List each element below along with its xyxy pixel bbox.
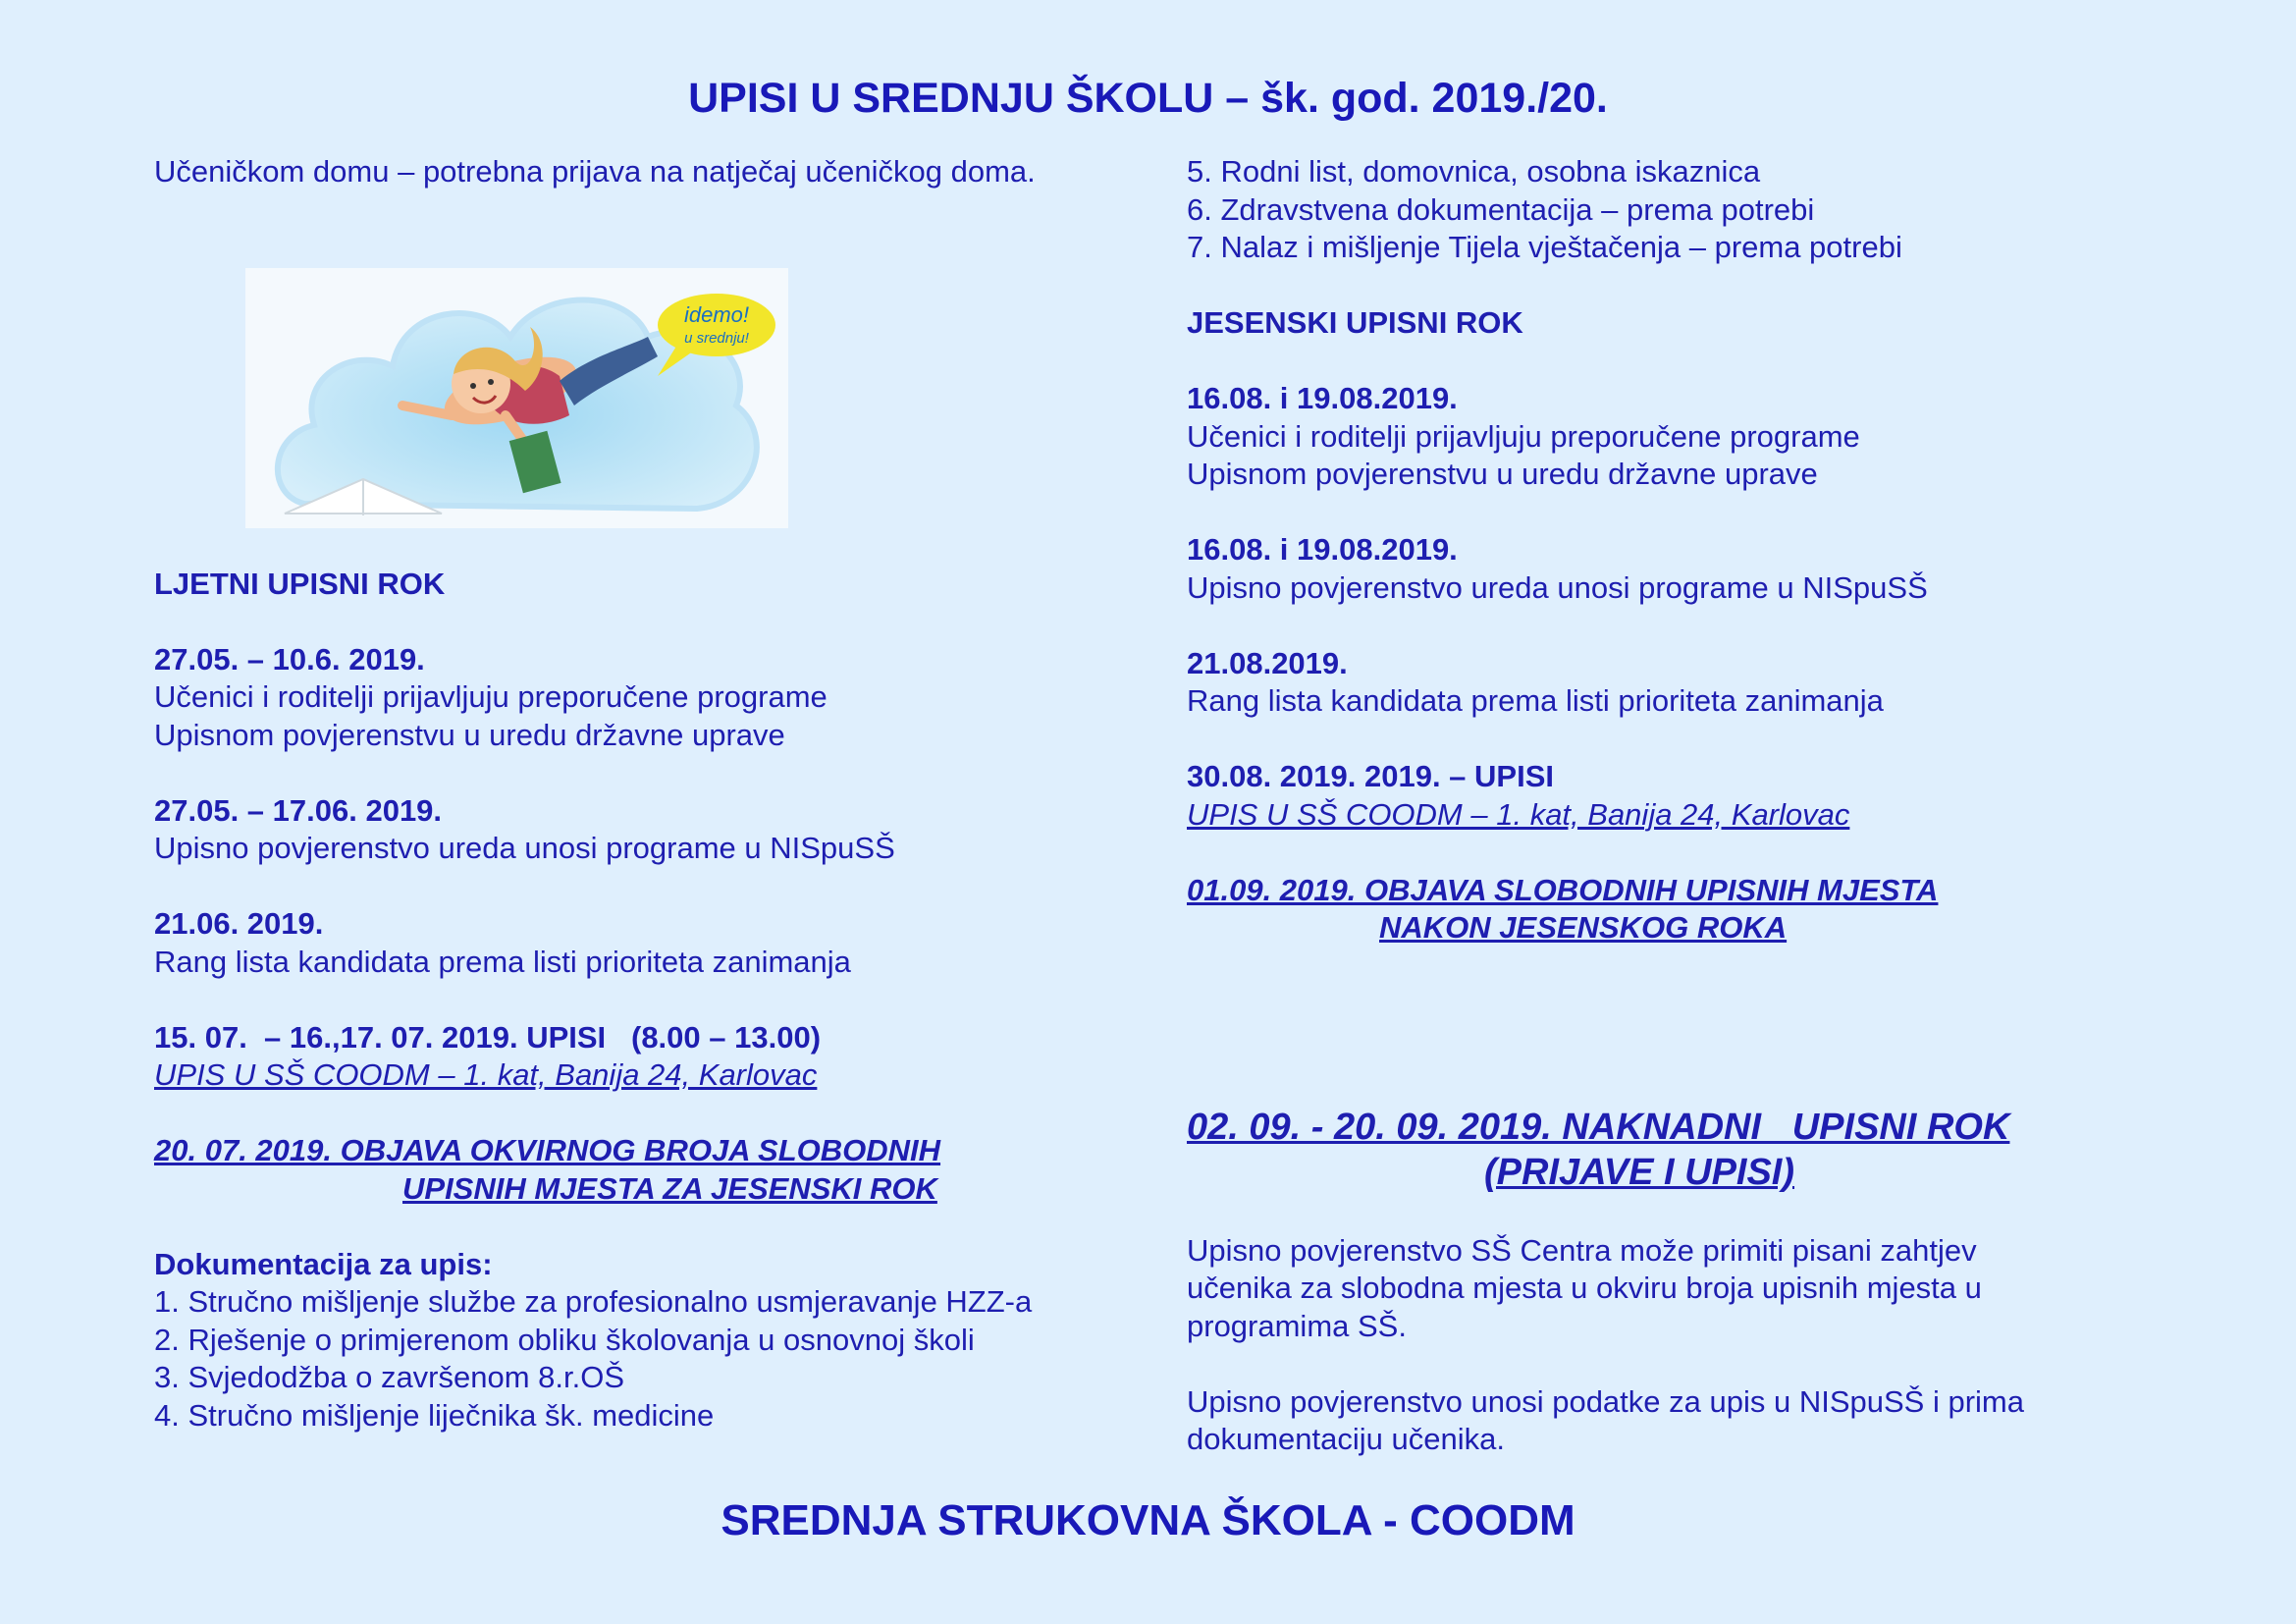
late-enrollment-subtitle[interactable]: (PRIJAVE I UPISI) [1484, 1151, 1795, 1193]
docs-item-4: 4. Stručno mišljenje liječnika šk. medicine [154, 1397, 715, 1433]
illustration-image [245, 268, 788, 528]
late-text-1b: učenika za slobodna mjesta u okviru broja upisnih mjesta u [1187, 1271, 1982, 1305]
badge-text-1: idemo! [683, 301, 750, 327]
autumn-date-4: 30.08. 2019. 2019. – UPISI [1187, 759, 1554, 793]
docs-item-5: 5. Rodni list, domovnica, osobna iskaznica [1187, 154, 1761, 189]
right-column [1187, 153, 2178, 1459]
autumn-location-link[interactable]: UPIS U SŠ COODM – 1. kat, Banija 24, Karlovac [1187, 796, 1850, 832]
autumn-text-2: Upisno povjerenstvo ureda unosi programe u NISpuSŠ [1187, 569, 1928, 605]
docs-item-1: 1. Stručno mišljenje službe za profesionalno usmjeravanje HZZ-a [154, 1284, 1033, 1319]
intro-text: Učeničkom domu – potrebna prijava na natječaj učeničkog doma. [154, 154, 1036, 189]
page-title: UPISI U SREDNJU ŠKOLU – šk. god. 2019./20. [688, 75, 1608, 122]
autumn-date-3: 21.08.2019. [1187, 645, 1348, 680]
summer-announcement-2[interactable]: UPISNIH MJESTA ZA JESENSKI ROK [402, 1170, 937, 1206]
autumn-date-2: 16.08. i 19.08.2019. [1187, 532, 1458, 567]
girl-flying-illustration [245, 268, 788, 528]
autumn-announcement-1[interactable]: 01.09. 2019. OBJAVA SLOBODNIH UPISNIH MJESTA [1187, 872, 1939, 907]
summer-location-link[interactable]: UPIS U SŠ COODM – 1. kat, Banija 24, Karlovac [154, 1057, 818, 1092]
summer-date-3: 21.06. 2019. [154, 906, 324, 941]
docs-item-2: 2. Rješenje o primjerenom obliku školovanja u osnovnoj školi [154, 1322, 975, 1357]
autumn-date-1: 16.08. i 19.08.2019. [1187, 381, 1458, 415]
autumn-text-1a: Učenici i roditelji prijavljuju preporučene programe [1187, 418, 1860, 454]
late-text-2b: dokumentaciju učenika. [1187, 1422, 1505, 1456]
docs-item-3: 3. Svjedodžba o završenom 8.r.OŠ [154, 1360, 625, 1394]
summer-text-1a: Učenici i roditelji prijavljuju preporučene programe [154, 679, 828, 714]
summer-announcement-1[interactable]: 20. 07. 2019. OBJAVA OKVIRNOG BROJA SLOBODNIH [154, 1133, 941, 1167]
late-text-2a: Upisno povjerenstvo unosi podatke za upis u NISpuSŠ i prima [1187, 1383, 2024, 1419]
autumn-heading: JESENSKI UPISNI ROK [1187, 305, 1523, 340]
summer-date-2: 27.05. – 17.06. 2019. [154, 792, 443, 828]
badge-text-2: u srednju! [684, 329, 749, 347]
autumn-text-1b: Upisnom povjerenstvu u uredu državne uprave [1187, 457, 1818, 491]
late-enrollment-title[interactable]: 02. 09. - 20. 09. 2019. NAKNADNI UPISNI ROK [1187, 1106, 2010, 1148]
summer-text-1b: Upisnom povjerenstvu u uredu državne uprave [154, 717, 785, 752]
summer-text-2: Upisno povjerenstvo ureda unosi programe u NISpuSŠ [154, 831, 895, 865]
autumn-text-3: Rang lista kandidata prema listi prioriteta zanimanja [1187, 683, 1884, 718]
docs-item-6: 6. Zdravstvena dokumentacija – prema potrebi [1187, 191, 1815, 227]
late-text-1a: Upisno povjerenstvo SŠ Centra može primiti pisani zahtjev [1187, 1232, 1977, 1268]
docs-heading: Dokumentacija za upis: [154, 1246, 493, 1281]
left-column [154, 153, 1185, 1435]
summer-text-3: Rang lista kandidata prema listi prioriteta zanimanja [154, 944, 851, 979]
summer-date-4: 15. 07. – 16.,17. 07. 2019. UPISI (8.00 – 13.00) [154, 1019, 822, 1055]
docs-item-7: 7. Nalaz i mišljenje Tijela vještačenja – prema potrebi [1187, 230, 1902, 264]
autumn-announcement-2[interactable]: NAKON JESENSKOG ROKA [1379, 910, 1788, 945]
summer-heading: LJETNI UPISNI ROK [154, 566, 446, 601]
late-text-1c: programima SŠ. [1187, 1308, 1407, 1343]
school-name-footer: SREDNJA STRUKOVNA ŠKOLA - COODM [721, 1496, 1575, 1544]
summer-date-1: 27.05. – 10.6. 2019. [154, 641, 425, 677]
